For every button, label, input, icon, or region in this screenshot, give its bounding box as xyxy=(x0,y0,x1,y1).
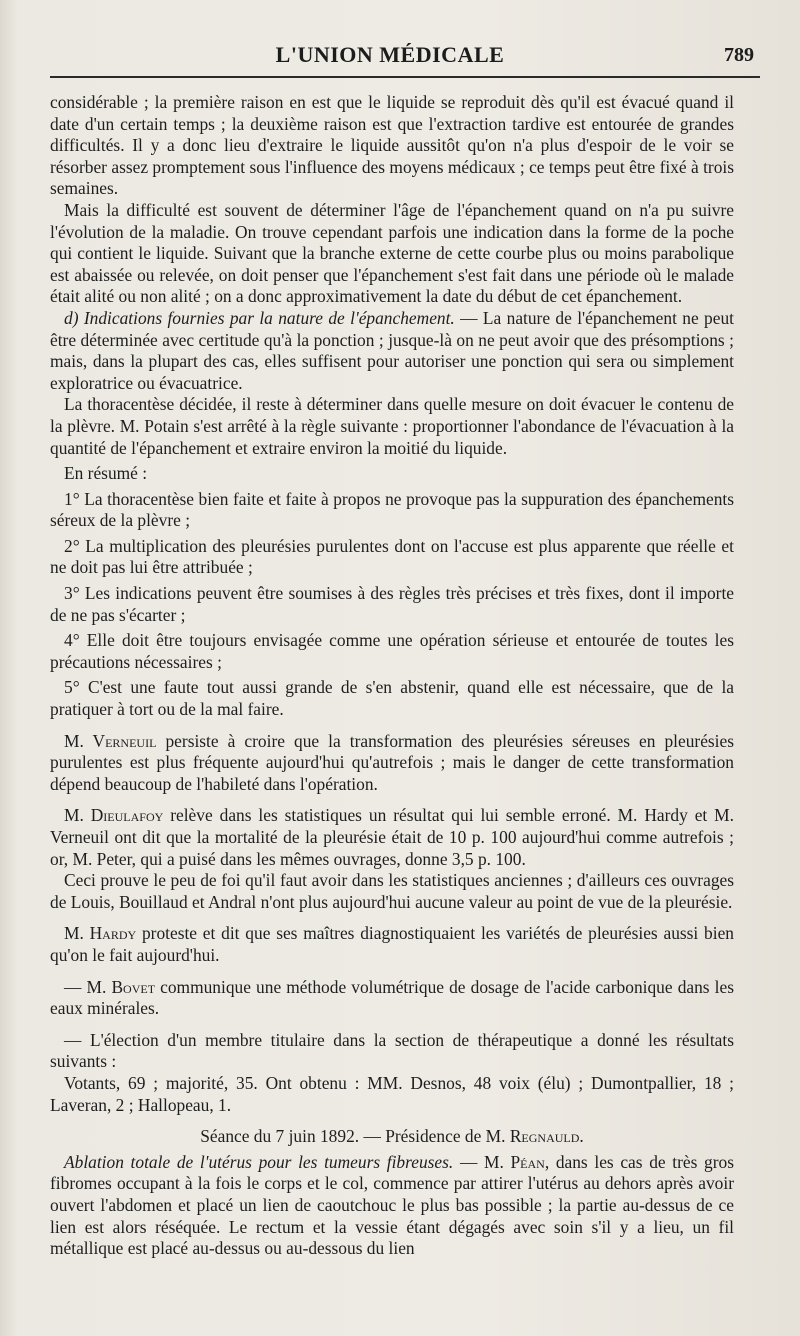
paragraph-effusion-age: Mais la difficulté est souvent de déterminer l'âge de l'épanchement quand on n'a pu suivre l'évolution de la maladie. On trouve cependant parfois une indication dans la forme de la poche qui contient le liquide. Suivant que la branche externe de cette courbe plus ou moins parabolique est abaissée ou relevée, on doit penser que l'épanchement s'est fait dans une période où le malade était alité ou non alité ; on a donc approximativement la date du début de cet épanchement. xyxy=(50,199,734,307)
session-heading xyxy=(50,1126,734,1148)
summary-item-5: 5° C'est une faute tout aussi grande de s'en abstenir, quand elle est nécessaire, que de la pratiquer à tort ou de la mal faire. xyxy=(50,677,734,720)
session-heading-text: . xyxy=(579,1126,584,1147)
speaker-name: M. Dieulafoy xyxy=(64,805,164,826)
paragraph-evacuation-rule: La thoracentèse décidée, il reste à déterminer dans quelle mesure on doit évacuer le contenu de la plèvre. M. Potain s'est arrêté à la règle suivante : proportionner l'abondance de l'évacuation à la quantité de l'épanchement et extraire environ la moitié du liquide. xyxy=(50,394,734,458)
summary-item-4: 4° Elle doit être toujours envisagée comme une opération sérieuse et entourée de toutes les précautions nécessaires ; xyxy=(50,630,734,672)
summary-item-3: 3° Les indications peuvent être soumises à des règles très précises et très fixes, dont il importe de ne pas s'écarter ; xyxy=(50,583,734,625)
paragraph-verneuil xyxy=(50,731,734,796)
paragraph-statistics: Ceci prouve le peu de foi qu'il faut avoir dans les statistiques anciennes ; d'ailleurs ces ouvrages de Louis, Bouillaud et Andral n'ont plus aujourd'hui aucune valeur au point de vue de la pleurésie. xyxy=(50,870,734,912)
session-heading-text: Séance du 7 juin 1892. — Présidence de M. xyxy=(200,1126,510,1147)
section-heading-d: d) Indications fournies par la nature de l'épanchement. xyxy=(64,307,455,328)
page-header xyxy=(50,42,754,82)
paragraph-summary-intro: En résumé : xyxy=(64,463,148,484)
paragraph-nature-indications xyxy=(50,308,734,394)
paragraph-hysterectomy xyxy=(50,1152,734,1260)
paragraph-dieulafoy xyxy=(50,805,734,870)
article-body xyxy=(50,92,734,1260)
paragraph-text: — M. xyxy=(64,976,112,997)
paragraph-election: — L'élection d'un membre titulaire dans la section de thérapeutique a donné les résultats suivants : xyxy=(50,1029,734,1072)
speaker-name: M. Verneuil xyxy=(64,730,157,751)
speaker-name: M. Hardy xyxy=(64,923,137,944)
paragraph-extraction-timing: considérable ; la première raison en est que le liquide se reproduit dès qu'il est évacué quand il date d'un certain temps ; la deuxième raison est que l'extraction tardive est entourée de grandes difficultés. Il y a donc lieu d'extraire le liquide aussitôt qu'on n'a plus d'espoir de le voir se résorber assez promptement sous l'influence des moyens médicaux ; ce temps peut être fixé à trois semaines. xyxy=(50,92,734,199)
paragraph-text: — M. xyxy=(453,1151,511,1172)
header-rule xyxy=(50,76,760,78)
paragraph-text: relève dans les statistiques un résultat qui lui semble erroné. M. Hardy et M. Verneuil ont dit que la mortalité de la pleurésie était de 10 p. 100 aujourd'hui comme autrefois ; or, M. Peter, qui a puisé dans les mêmes ouvrages, donne 3,5 p. 100. xyxy=(50,805,734,869)
paragraph-text: proteste et dit que ses maîtres diagnostiquaient les variétés de pleurésies aussi bien qu'on le fait aujourd'hui. xyxy=(50,923,734,965)
president-name: Regnauld xyxy=(509,1126,580,1147)
paragraph-bovet xyxy=(50,977,734,1020)
summary-item-2: 2° La multiplication des pleurésies purulentes dont on l'accuse est plus apparente que réelle et ne doit pas lui être attribuée ; xyxy=(50,535,734,578)
paragraph-text: — La nature de l'épanchement ne peut être déterminée avec certitude qu'à la ponction ; jusque-là on ne peut avoir que des présomptions ; mais, dans la plupart des cas, elles suffisent pour autoriser une ponction qui sera ou simplement exploratrice ou évacuatrice. xyxy=(50,307,734,393)
summary-item-1: 1° La thoracentèse bien faite et faite à propos ne provoque pas la suppuration des épanchements séreux de la plèvre ; xyxy=(50,488,734,531)
speaker-name: Bovet xyxy=(111,976,156,997)
paragraph-hardy xyxy=(50,923,734,966)
running-head: L'UNION MÉDICALE xyxy=(275,42,505,67)
section-heading-ablation: Ablation totale de l'utérus pour les tumeurs fibreuses. xyxy=(64,1151,454,1172)
paragraph-text: , dans les cas de très gros fibromes occupant à la fois le corps et le col, commence par attirer l'utérus au dehors après avoir ouvert l'abdomen et placé un lien de caoutchouc le plus bas possible ; la partie au-dessus de ce lien est alors réséquée. Le rectum et la vessie étant dégagés avec soin s'il y a lieu, un fil métallique est placé au-dessus ou au-dessous du lien xyxy=(50,1151,734,1259)
paragraph-vote-results: Votants, 69 ; majorité, 35. Ont obtenu : MM. Desnos, 48 voix (élu) ; Dumontpallier, 18 ; Laveran, 2 ; Hallopeau, 1. xyxy=(50,1072,734,1115)
speaker-name: Péan xyxy=(510,1151,545,1172)
paragraph-text: communique une méthode volumétrique de dosage de l'acide carbonique dans les eaux minérales. xyxy=(50,976,735,1019)
paragraph-text: persiste à croire que la transformation des pleurésies séreuses en pleurésies purulentes est plus fréquente aujourd'hui qu'autrefois ; mais le danger de cette transformation dépend beaucoup de l'habileté dans l'opération. xyxy=(50,730,735,794)
page-number: 789 xyxy=(724,44,754,66)
